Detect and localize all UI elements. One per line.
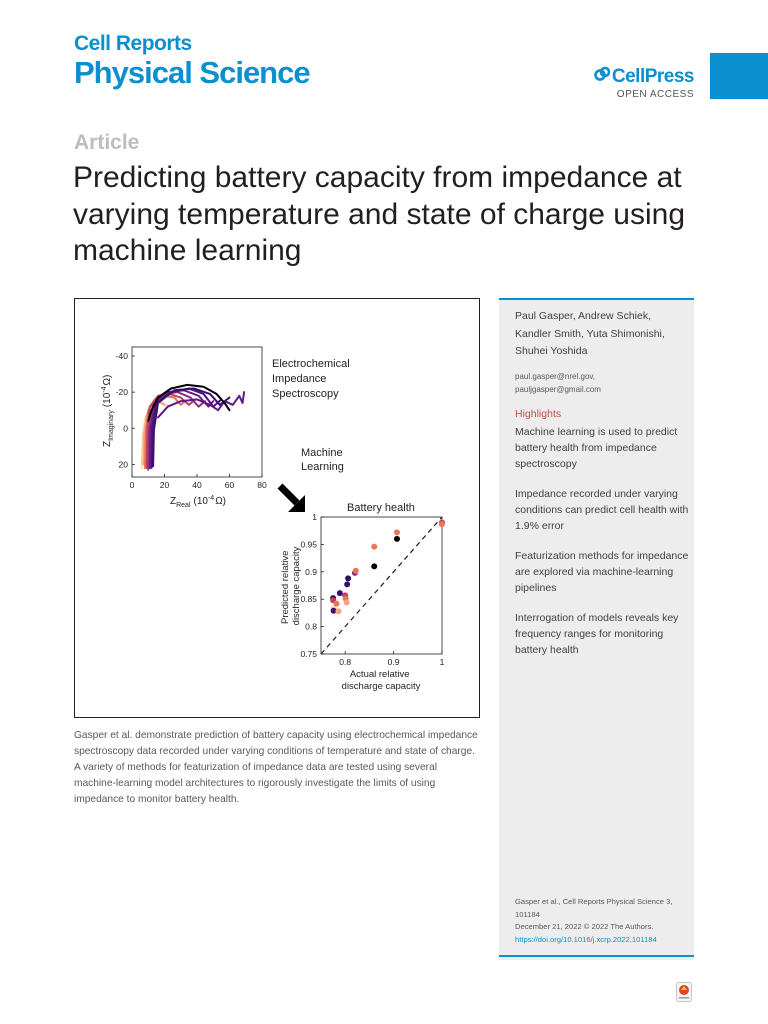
citation-line: 101184 <box>515 909 540 919</box>
email-link[interactable]: pauljgasper@gmail.com <box>515 385 601 394</box>
eis-y-tick-label: 0 <box>123 423 128 434</box>
scatter-point <box>344 581 350 587</box>
scatter-point <box>371 544 377 550</box>
graphical-abstract-summary: Gasper et al. demonstrate prediction of battery capacity using electrochemical impedance spectroscopy data recorded under varying conditions of temperature and state of charge. A variety of methods for featurization of impedance data are tested using several machine-learning model architectures to rigorously investigate the limits of using impedance to monitor battery health. <box>74 730 478 805</box>
highlight-item: Featurization methods for impedance are explored via machine-learning pipelines <box>515 550 689 594</box>
scatter-y-tick-label: 1 <box>312 512 317 522</box>
author-list: Paul Gasper, Andrew Schiek, Kandler Smith, Yuta Shimonishi, Shuhei Yoshida <box>515 310 665 357</box>
scatter-y-tick-label: 0.85 <box>300 594 317 605</box>
journal-name <box>74 33 310 88</box>
eis-x-tick-label: 0 <box>129 480 135 490</box>
highlight-item: Interrogation of models reveals key frequency ranges for monitoring battery health <box>515 612 679 656</box>
citation-line: Gasper et al., Cell Reports Physical Science 3, <box>515 897 673 906</box>
eis-x-tick-label: 60 <box>224 480 235 490</box>
highlight-item: Impedance recorded under varying conditions can predict cell health with 1.9% error <box>515 488 689 532</box>
doi-link[interactable]: https://doi.org/10.1016/j.xcrp.2022.101184 <box>515 934 657 944</box>
scatter-y-tick-label: 0.75 <box>300 649 317 659</box>
publisher-logo[interactable] <box>594 66 694 100</box>
article-info-sidebar <box>499 298 694 960</box>
highlights-heading: Highlights <box>515 408 562 420</box>
eis-y-tick-label: -40 <box>115 351 128 362</box>
brand-color-tab <box>710 53 768 99</box>
scatter-point <box>333 601 339 607</box>
scatter-y-tick-label: 0.95 <box>300 539 317 550</box>
citation-line: December 21, 2022 © 2022 The Authors. <box>515 922 654 931</box>
citation-block <box>515 896 690 946</box>
scatter-x-tick-label: 1 <box>439 657 445 667</box>
ml-description-label: Machine Learning <box>301 447 344 473</box>
crossmark-icon[interactable] <box>676 982 692 1002</box>
highlight-item: Machine learning is used to predict battery health from impedance spectroscopy <box>515 426 678 470</box>
scatter-point <box>371 563 377 569</box>
scatter-y-tick-label: 0.8 <box>305 621 317 632</box>
eis-x-tick-label: 80 <box>257 480 267 490</box>
arrow-down-right-icon <box>280 486 305 512</box>
sidebar-bottom-rule <box>499 955 694 957</box>
scatter-point <box>394 529 400 535</box>
eis-x-tick-label: 20 <box>159 480 170 490</box>
eis-axis-ticks <box>116 351 267 490</box>
article-title: Predicting battery capacity from impedance at varying temperature and state of charge using machine learning <box>73 161 686 267</box>
scatter-point <box>345 575 351 581</box>
scatter-points <box>330 519 445 614</box>
eis-description-label: Electrochemical Impedance Spectroscopy <box>272 358 350 400</box>
eis-x-axis-label: $Z_{Real}$ $(10^{-4}\Omega)$ <box>170 495 227 509</box>
scatter-point <box>337 590 343 596</box>
cellpress-icon <box>594 66 610 88</box>
scatter-point <box>394 536 400 542</box>
scatter-x-axis-label: Actual relative discharge capacity <box>341 669 421 692</box>
correspondence-emails <box>515 370 601 396</box>
scatter-point <box>439 521 445 527</box>
eis-plot-series <box>142 385 244 470</box>
graphical-abstract <box>74 298 480 718</box>
scatter-x-tick-label: 0.8 <box>339 657 352 667</box>
scatter-point <box>335 608 341 614</box>
scatter-point <box>344 599 350 605</box>
scatter-y-tick-label: 0.9 <box>305 566 317 577</box>
eis-y-tick-label: -20 <box>115 387 128 398</box>
graphical-abstract-canvas <box>75 299 479 717</box>
open-access-label: OPEN ACCESS <box>616 89 694 100</box>
article-type: Article <box>74 131 140 154</box>
highlights-list <box>515 424 690 672</box>
journal-name-line2: Physical Science <box>74 55 310 90</box>
eis-y-tick-label: 20 <box>118 459 128 470</box>
email-link[interactable]: paul.gasper@nrel.gov, <box>515 372 596 381</box>
publisher-name: CellPress <box>611 66 694 87</box>
battery-health-title: Battery health <box>347 502 415 514</box>
journal-name-line1: Cell Reports <box>74 32 192 55</box>
scatter-y-axis-label: Predicted relative discharge capacity <box>280 546 302 626</box>
eis-x-tick-label: 40 <box>192 480 202 490</box>
scatter-axis-ticks <box>300 512 444 667</box>
scatter-point <box>353 568 359 574</box>
eis-y-axis-label: $Z_{Imaginary}(10^{-4}\Omega)$ <box>101 374 115 447</box>
scatter-x-tick-label: 0.9 <box>387 657 400 667</box>
identity-line <box>321 517 442 654</box>
